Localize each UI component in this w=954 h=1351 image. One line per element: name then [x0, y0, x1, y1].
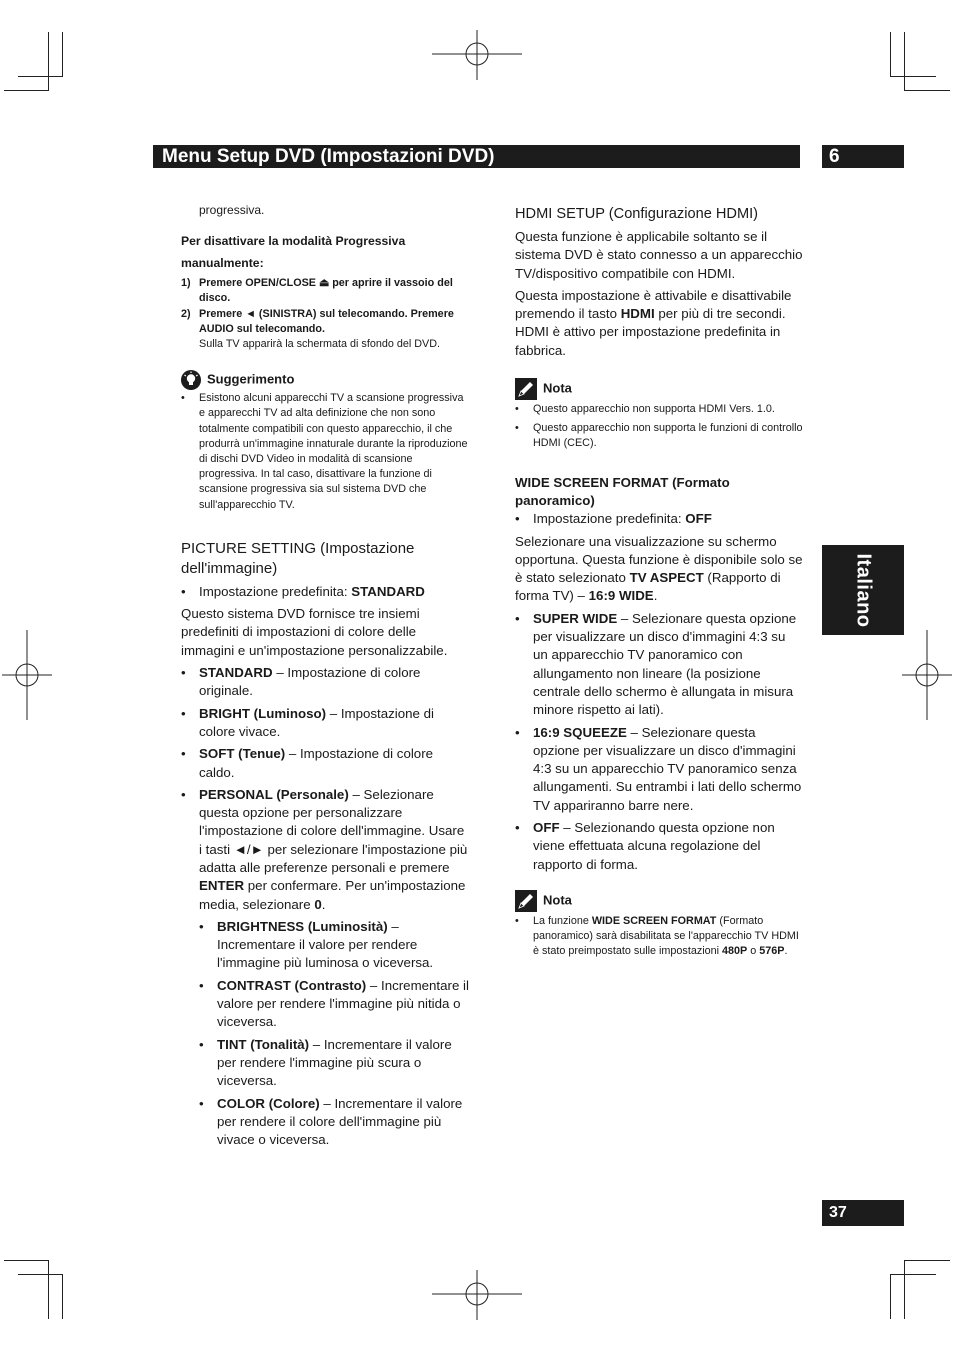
picture-intro: Questo sistema DVD fornisce tre insiemi predefiniti di impostazioni di colore delle immagini e un'impostazione personalizzabile. [181, 606, 448, 658]
crop-mark [18, 76, 63, 77]
crop-mark [904, 32, 905, 91]
steps-list [181, 276, 469, 337]
registration-mark-icon [902, 630, 952, 720]
note-item: • Questo apparecchio non supporta HDMI Vers. 1.0. [515, 402, 803, 417]
steps-after: Sulla TV apparirà la schermata di sfondo del DVD. [199, 338, 441, 351]
wide-item: • SUPER WIDE – Selezionare questa opzione per visualizzare un disco d'immagini 4:3 su un apparecchio TV panoramico con allungamento non lineare (la posizione centrale dello schermo è allungata in misura minore rispetto ai lati). [515, 610, 803, 720]
registration-mark-icon [432, 30, 522, 80]
wide-item: • 16:9 SQUEEZE – Selezionare questa opzione per visualizzare un disco d'immagini 4:3 su un apparecchio TV panoramico senza allungamenti. Su entrambi i lati dello schermo TV appariranno barre nere. [515, 724, 803, 815]
hdmi-heading: HDMI SETUP (Configurazione HDMI) [515, 206, 759, 222]
tip-header: Suggerimento [181, 370, 469, 390]
right-column [515, 204, 803, 964]
crop-mark [62, 32, 63, 77]
sub-item: • CONTRAST (Contrasto) – Incrementare il valore per rendere l'immagine più nitida o viceversa. [199, 977, 469, 1032]
page-number: 37 [829, 1204, 847, 1221]
picture-item-personal: • PERSONAL (Personale) – Selezionare questa opzione per personalizzare l'impostazione di colore dell'immagine. Usare i tasti ◄/► per selezionare l'impostazione più adatta alle preferenze personali e premere ENTER per confermare. Per un'impostazione media, selezionare 0. [181, 786, 469, 914]
note-header: Nota [515, 378, 803, 400]
crop-mark [890, 76, 936, 77]
wide-heading: WIDE SCREEN FORMAT (Formato panoramico) [515, 474, 730, 508]
lightbulb-icon [181, 370, 201, 390]
note-item: • La funzione WIDE SCREEN FORMAT (Formato panoramico) sarà disabilitata se l'apparecchio TV HDMI è stato preimpostato sulle impostazioni 480P o 576P. [515, 914, 803, 960]
crop-mark [890, 1274, 891, 1319]
picture-default: • Impostazione predefinita: STANDARD [181, 583, 469, 601]
picture-item: • SOFT (Tenue) – Impostazione di colore caldo. [181, 745, 469, 782]
pencil-note-icon [515, 378, 537, 400]
crop-mark [904, 1260, 905, 1319]
note-header: Nota [515, 890, 803, 912]
crop-mark [904, 90, 950, 91]
hdmi-paragraph-2: Questa impostazione è attivabile e disattivabile premendo il tasto HDMI per più di tre secondi. HDMI è attivo per impostazione predefinita in fabbrica. [515, 287, 792, 358]
left-column [181, 203, 469, 1153]
wide-item: • OFF – Selezionando questa opzione non viene effettuata alcuna regolazione del rapporto di forma. [515, 819, 803, 874]
sub-item: • TINT (Tonalità) – Incrementare il valore per rendere l'immagine più scura o viceversa. [199, 1036, 469, 1091]
step-item: 2) Premere ◄ (SINISTRA) sul telecomando. Premere AUDIO sul telecomando. [181, 307, 454, 335]
picture-heading: PICTURE SETTING (Impostazione dell'immagine) [181, 539, 415, 577]
page-title: Menu Setup DVD (Impostazioni DVD) [162, 146, 495, 167]
crop-mark [18, 1274, 63, 1275]
step-item: 1) Premere OPEN/CLOSE ⏏ per aprire il vassoio del disco. [181, 277, 453, 305]
continued-text: progressiva. [199, 203, 265, 217]
picture-item: • BRIGHT (Luminoso) – Impostazione di colore vivace. [181, 705, 469, 742]
crop-mark [62, 1274, 63, 1319]
registration-mark-icon [2, 630, 52, 720]
language-tab [822, 545, 904, 635]
tip-item: • Esistono alcuni apparecchi TV a scansione progressiva e apparecchi TV ad alta definizione che non sono totalmente compatibili con questo apparecchio, il che produrrà un'immagine innaturale durante la riproduzione di dischi DVD Video in modalità di scansione progressiva. In tal caso, disattivare la funzione di scansione progressiva sia sul sistema DVD che sull'apparecchio TV. [181, 391, 469, 513]
wide-paragraph: Selezionare una visualizzazione su schermo opportuna. Questa funzione è disponibile solo se è stato selezionato TV ASPECT (Rapporto di forma TV) – 16:9 WIDE. [515, 533, 803, 604]
registration-mark-icon [432, 1270, 522, 1320]
crop-mark [4, 90, 49, 91]
pencil-note-icon [515, 890, 537, 912]
crop-mark [904, 1260, 950, 1261]
wide-default: • Impostazione predefinita: OFF [515, 510, 803, 528]
chapter-number: 6 [829, 146, 840, 167]
crop-mark [48, 1260, 49, 1319]
hdmi-paragraph-1: Questa funzione è applicabile soltanto se il sistema DVD è stato connesso a un apparecchio TV/dispositivo compatibile con HDMI. [515, 229, 803, 281]
language-tab-label: Italiano [852, 552, 875, 628]
crop-mark [890, 32, 891, 77]
crop-mark [890, 1274, 936, 1275]
manual-heading: Per disattivare la modalità Progressiva manualmente: [181, 234, 406, 271]
picture-item: • STANDARD – Impostazione di colore originale. [181, 664, 469, 701]
note-item: • Questo apparecchio non supporta le funzioni di controllo HDMI (CEC). [515, 421, 803, 451]
crop-mark [4, 1260, 49, 1261]
crop-mark [48, 32, 49, 91]
sub-item: • COLOR (Colore) – Incrementare il valore per rendere il colore dell'immagine più vivace o viceversa. [199, 1095, 469, 1150]
sub-item: • BRIGHTNESS (Luminosità) – Incrementare il valore per rendere l'immagine più luminosa o viceversa. [199, 918, 469, 973]
